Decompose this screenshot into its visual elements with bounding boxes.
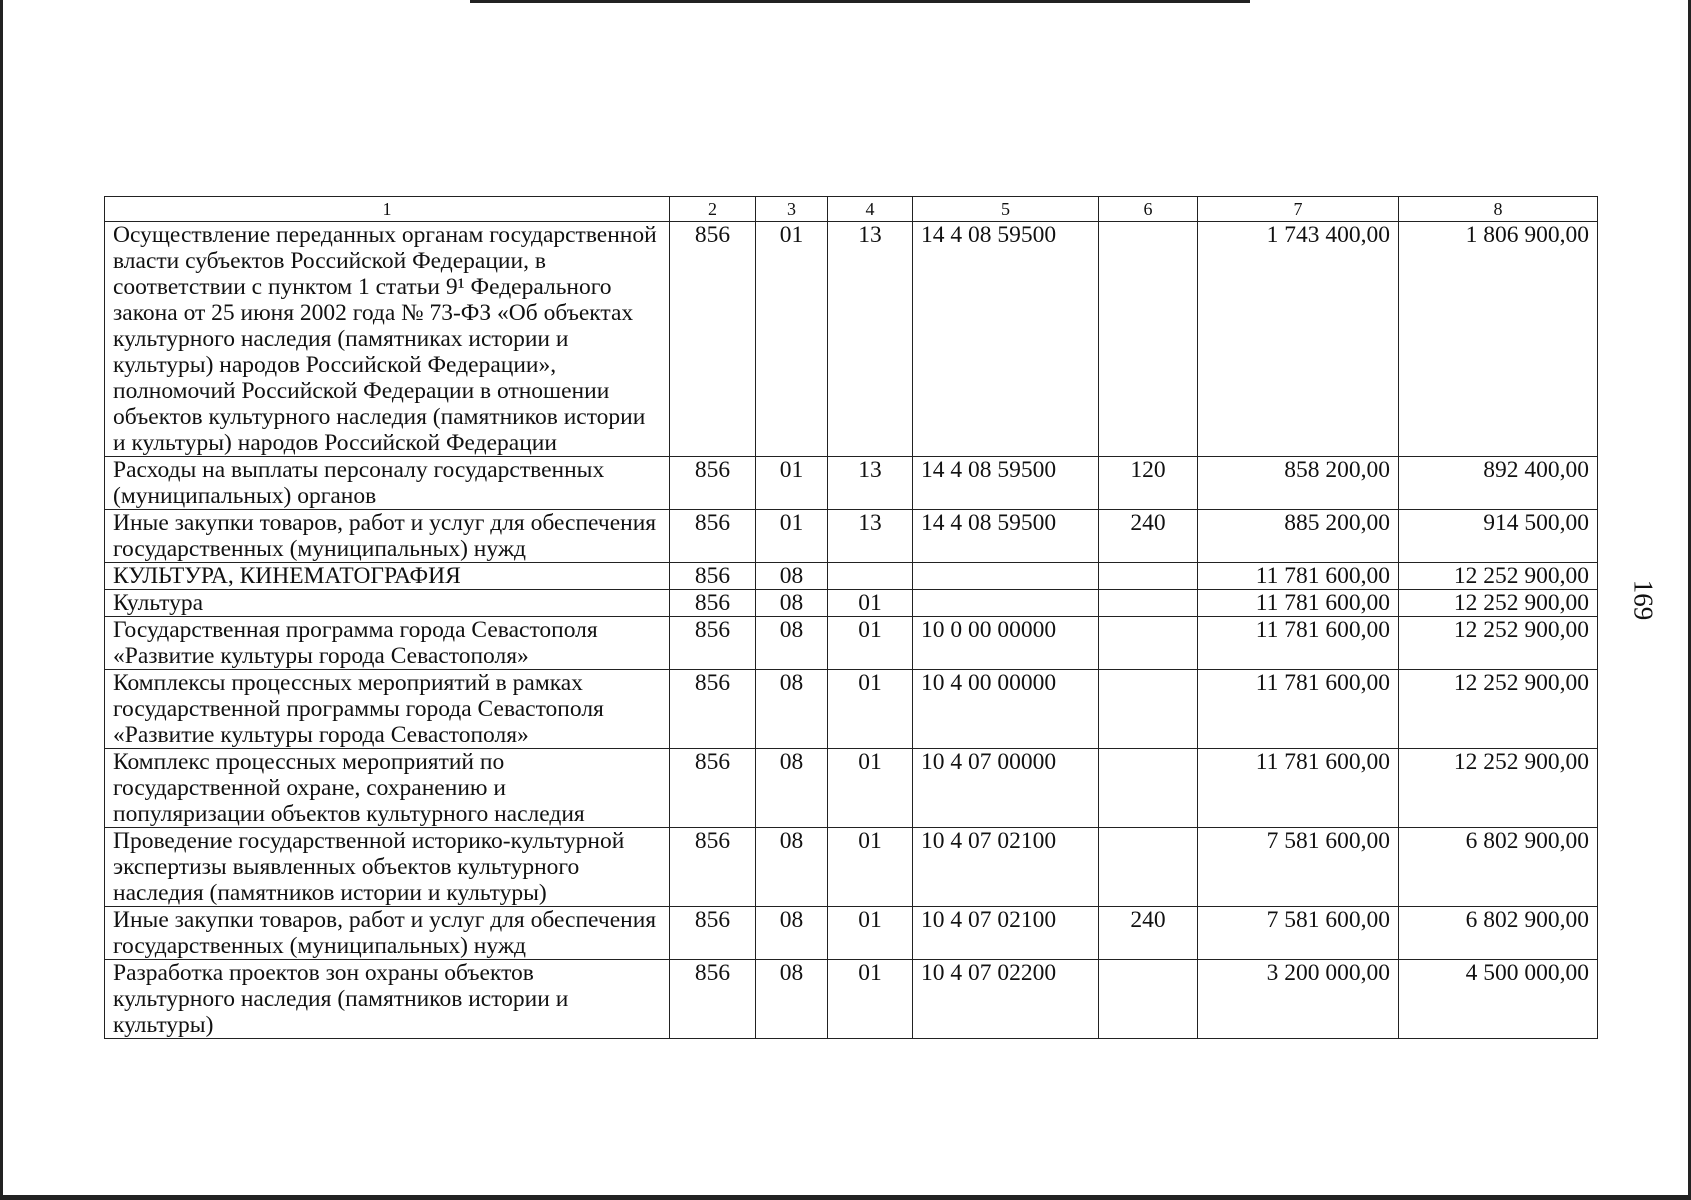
- cell-code-4: 13: [828, 457, 913, 510]
- top-edge-rule: [470, 0, 1250, 3]
- cell-code-3: 01: [756, 457, 828, 510]
- cell-code-3: 08: [756, 617, 828, 670]
- cell-code-4: 13: [828, 222, 913, 457]
- cell-code-2: 856: [670, 457, 756, 510]
- table-row: [105, 563, 1598, 590]
- cell-code-6: [1099, 749, 1198, 828]
- cell-code-5: 10 4 00 00000: [913, 670, 1099, 749]
- column-header-1: 1: [105, 197, 670, 222]
- cell-amount-8: 12 252 900,00: [1399, 590, 1598, 617]
- cell-code-5: [913, 590, 1099, 617]
- cell-code-6: 240: [1099, 907, 1198, 960]
- cell-code-3: 08: [756, 749, 828, 828]
- cell-name: Культура: [105, 590, 670, 617]
- cell-code-4: 01: [828, 670, 913, 749]
- cell-amount-8: 4 500 000,00: [1399, 960, 1598, 1039]
- table-row: [105, 617, 1598, 670]
- cell-amount-7: 7 581 600,00: [1198, 828, 1399, 907]
- cell-amount-8: 1 806 900,00: [1399, 222, 1598, 457]
- cell-name: Комплекс процессных мероприятий по государственной охране, сохранению и популяризации объектов культурного наследия: [105, 749, 670, 828]
- cell-amount-7: 11 781 600,00: [1198, 590, 1399, 617]
- table-row: [105, 907, 1598, 960]
- cell-code-5: 10 4 07 02100: [913, 828, 1099, 907]
- table-row: [105, 960, 1598, 1039]
- cell-code-6: 240: [1099, 510, 1198, 563]
- column-header-3: 3: [756, 197, 828, 222]
- cell-name: Комплексы процессных мероприятий в рамках государственной программы города Севастополя «Развитие культуры города Севастополя»: [105, 670, 670, 749]
- cell-amount-7: 11 781 600,00: [1198, 563, 1399, 590]
- cell-code-5: 10 4 07 02200: [913, 960, 1099, 1039]
- cell-code-4: 13: [828, 510, 913, 563]
- cell-code-4: 01: [828, 907, 913, 960]
- cell-code-3: 08: [756, 590, 828, 617]
- cell-name: Иные закупки товаров, работ и услуг для обеспечения государственных (муниципальных) нужд: [105, 510, 670, 563]
- cell-code-3: 08: [756, 907, 828, 960]
- table-row: [105, 457, 1598, 510]
- cell-amount-8: 12 252 900,00: [1399, 563, 1598, 590]
- cell-code-6: [1099, 960, 1198, 1039]
- cell-amount-7: 11 781 600,00: [1198, 749, 1399, 828]
- cell-code-4: [828, 563, 913, 590]
- cell-name: Проведение государственной историко-культурной экспертизы выявленных объектов культурного наследия (памятников истории и культуры): [105, 828, 670, 907]
- cell-code-2: 856: [670, 907, 756, 960]
- cell-code-3: 08: [756, 563, 828, 590]
- cell-code-3: 08: [756, 670, 828, 749]
- cell-code-6: [1099, 617, 1198, 670]
- cell-code-5: 14 4 08 59500: [913, 510, 1099, 563]
- cell-amount-7: 11 781 600,00: [1198, 670, 1399, 749]
- cell-amount-8: 12 252 900,00: [1399, 617, 1598, 670]
- cell-code-2: 856: [670, 590, 756, 617]
- cell-amount-7: 7 581 600,00: [1198, 907, 1399, 960]
- column-header-8: 8: [1399, 197, 1598, 222]
- cell-code-4: 01: [828, 590, 913, 617]
- cell-amount-8: 892 400,00: [1399, 457, 1598, 510]
- cell-code-5: 14 4 08 59500: [913, 457, 1099, 510]
- cell-code-6: 120: [1099, 457, 1198, 510]
- cell-amount-7: 858 200,00: [1198, 457, 1399, 510]
- page-number: 169: [1628, 579, 1659, 621]
- cell-code-5: [913, 563, 1099, 590]
- cell-code-3: 01: [756, 510, 828, 563]
- table-row: [105, 670, 1598, 749]
- cell-amount-8: 12 252 900,00: [1399, 670, 1598, 749]
- cell-name: Осуществление переданных органам государственной власти субъектов Российской Федерации, в соответствии с пунктом 1 статьи 9¹ Федерального закона от 25 июня 2002 года № 73-ФЗ «Об объектах культурного наследия (памятниках истории и культуры) народов Российской Федерации», полномочий Российской Федерации в отношении объектов культурного наследия (памятников истории и культуры) народов Российской Федерации: [105, 222, 670, 457]
- cell-code-3: 08: [756, 828, 828, 907]
- cell-name: Государственная программа города Севастополя «Развитие культуры города Севастополя»: [105, 617, 670, 670]
- cell-code-4: 01: [828, 828, 913, 907]
- cell-code-2: 856: [670, 617, 756, 670]
- cell-amount-7: 1 743 400,00: [1198, 222, 1399, 457]
- cell-name: КУЛЬТУРА, КИНЕМАТОГРАФИЯ: [105, 563, 670, 590]
- cell-code-3: 08: [756, 960, 828, 1039]
- cell-name: Разработка проектов зон охраны объектов культурного наследия (памятников истории и культуры): [105, 960, 670, 1039]
- table-row: [105, 828, 1598, 907]
- cell-code-6: [1099, 222, 1198, 457]
- cell-code-2: 856: [670, 563, 756, 590]
- cell-code-2: 856: [670, 670, 756, 749]
- cell-code-2: 856: [670, 828, 756, 907]
- cell-name: Иные закупки товаров, работ и услуг для обеспечения государственных (муниципальных) нужд: [105, 907, 670, 960]
- column-header-2: 2: [670, 197, 756, 222]
- cell-amount-7: 3 200 000,00: [1198, 960, 1399, 1039]
- table-body: [105, 222, 1598, 1039]
- cell-name: Расходы на выплаты персоналу государственных (муниципальных) органов: [105, 457, 670, 510]
- cell-code-5: 14 4 08 59500: [913, 222, 1099, 457]
- cell-code-6: [1099, 563, 1198, 590]
- cell-amount-8: 6 802 900,00: [1399, 828, 1598, 907]
- table-row: [105, 590, 1598, 617]
- table-row: [105, 749, 1598, 828]
- cell-code-6: [1099, 670, 1198, 749]
- cell-amount-8: 914 500,00: [1399, 510, 1598, 563]
- budget-table: [104, 196, 1598, 1039]
- cell-code-2: 856: [670, 749, 756, 828]
- cell-amount-8: 6 802 900,00: [1399, 907, 1598, 960]
- column-header-6: 6: [1099, 197, 1198, 222]
- cell-code-5: 10 0 00 00000: [913, 617, 1099, 670]
- cell-code-2: 856: [670, 510, 756, 563]
- cell-code-5: 10 4 07 00000: [913, 749, 1099, 828]
- table-row: [105, 510, 1598, 563]
- cell-amount-7: 11 781 600,00: [1198, 617, 1399, 670]
- cell-code-4: 01: [828, 960, 913, 1039]
- cell-code-6: [1099, 590, 1198, 617]
- column-header-4: 4: [828, 197, 913, 222]
- column-header-5: 5: [913, 197, 1099, 222]
- cell-code-5: 10 4 07 02100: [913, 907, 1099, 960]
- cell-code-4: 01: [828, 749, 913, 828]
- cell-amount-7: 885 200,00: [1198, 510, 1399, 563]
- table-row: [105, 222, 1598, 457]
- cell-code-2: 856: [670, 960, 756, 1039]
- header-row: [105, 197, 1598, 222]
- cell-code-6: [1099, 828, 1198, 907]
- cell-amount-8: 12 252 900,00: [1399, 749, 1598, 828]
- cell-code-2: 856: [670, 222, 756, 457]
- cell-code-4: 01: [828, 617, 913, 670]
- cell-code-3: 01: [756, 222, 828, 457]
- column-header-7: 7: [1198, 197, 1399, 222]
